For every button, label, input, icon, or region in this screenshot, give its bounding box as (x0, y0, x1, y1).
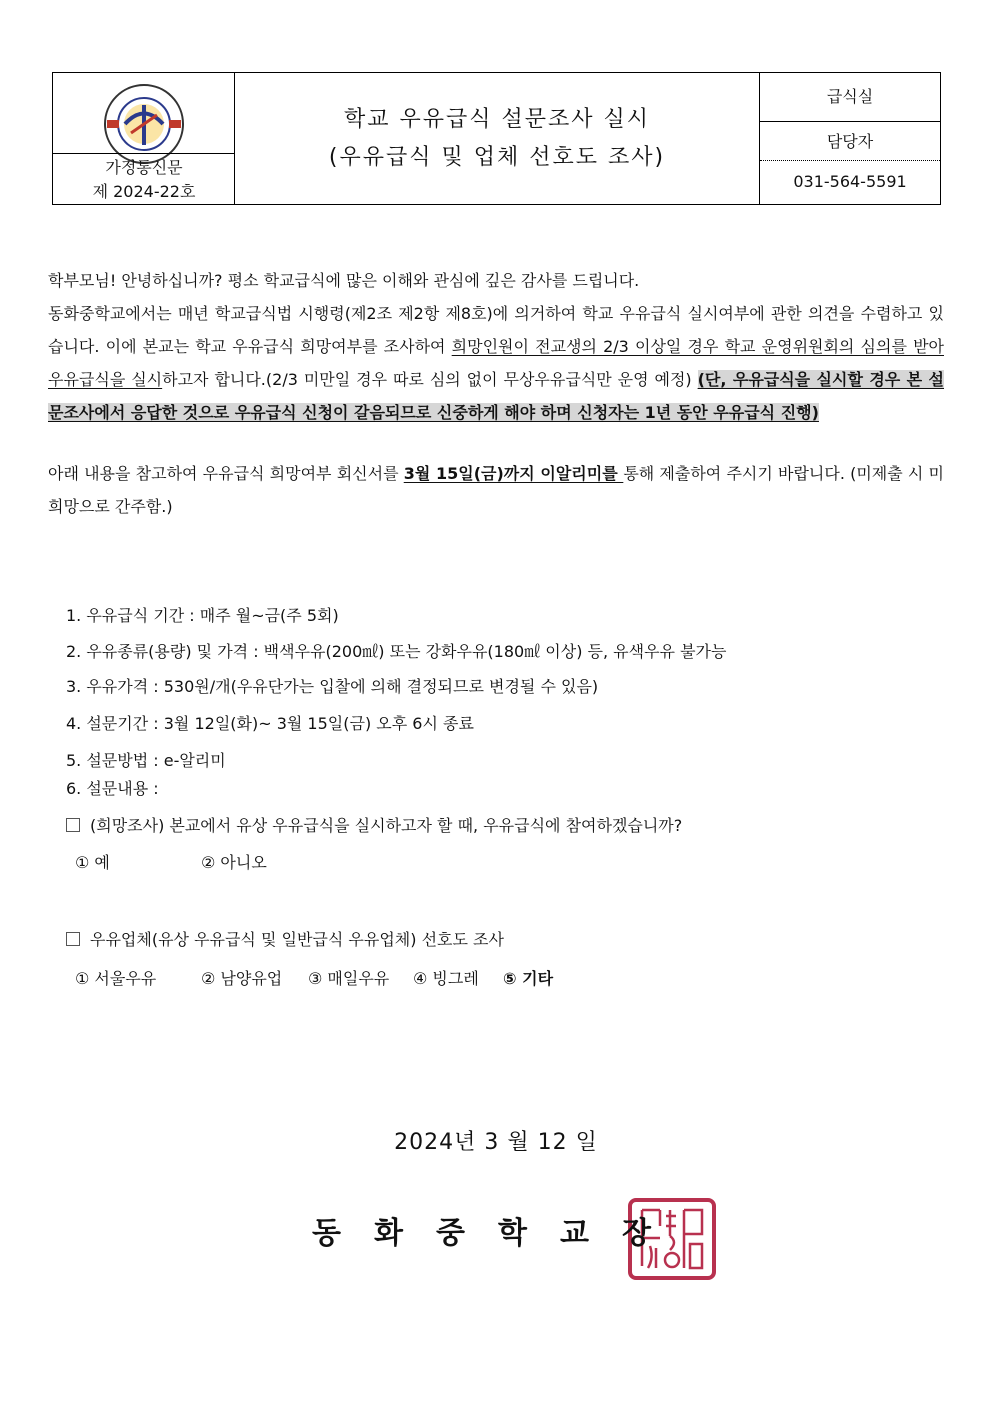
intro-paragraph (48, 264, 944, 429)
submit-deadline: 3월 15일(금)까지 이알리미를 (403, 464, 624, 483)
intro-tail: 하고자 합니다.(2/3 미만일 경우 따로 심의 없이 무상우유급식만 운영 예정) (162, 370, 698, 389)
intro-highlight-notice: (단, 우유급식을 실시할 경우 본 설문조사에서 응답한 것으로 우유급식 신청이 갈음되므로 신중하게 해야 하며 신청자는 1년 동안 우유급식 진행) (48, 370, 945, 422)
list-item: 3. 우유가격 : 530원/개(우유단가는 입찰에 의해 결정되므로 변경될 수 있음) (66, 677, 599, 696)
list-item: 1. 우유급식 기간 : 매주 월~금(주 5회) (66, 606, 339, 625)
school-name-char: 학 (498, 1216, 527, 1251)
survey-question-1 (66, 813, 682, 836)
survey-question-1-text: (희망조사) 본교에서 유상 우유급식을 실시하고자 할 때, 우유급식에 참여하겠습니까? (90, 816, 683, 835)
survey-question-2-text: 우유업체(유상 우유급식 및 일반급식 우유업체) 선호도 조사 (90, 930, 504, 949)
school-name-char: 중 (436, 1216, 465, 1251)
q2-option-1: ① 서울우유 (75, 969, 157, 988)
school-name-char: 교 (560, 1216, 589, 1251)
issue-number: 제 2024-22호 (92, 182, 196, 201)
submit-post: 통해 제출하여 주시기 바랍니다. (미제출 시 미희망으로 간주함.) (48, 464, 944, 516)
title-line-1: 학교 우유급식 설문조사 실시 (343, 106, 650, 132)
phone-number: 031-564-5591 (793, 172, 907, 191)
survey-question-2 (66, 927, 504, 950)
q2-option-4: ④ 빙그레 (413, 969, 479, 988)
header-logo-cell (53, 73, 235, 204)
school-name-char: 동 (312, 1216, 341, 1251)
intro-body (48, 297, 944, 429)
list-item: 4. 설문기간 : 3월 12일(화)~ 3월 15일(금) 오후 6시 종료 (66, 714, 474, 733)
checkbox-icon (66, 818, 80, 832)
department-label: 급식실 (760, 73, 940, 122)
issue-date: 2024년 3 월 12 일 (394, 1130, 598, 1155)
header-table (52, 72, 941, 205)
q1-option-no: ② 아니오 (201, 853, 267, 872)
submit-paragraph (48, 457, 944, 523)
q2-option-2: ② 남양유업 (201, 969, 283, 988)
principal-char: 장 (622, 1216, 651, 1251)
q1-option-yes: ① 예 (75, 853, 110, 872)
header-contact-cell (760, 73, 940, 204)
q2-option-3: ③ 매일우유 (308, 969, 390, 988)
intro-sentence: 동화중학교에서는 매년 학교급식법 시행령(제2조 제2항 제8호)에 의거하여 학교 우유급식 실시여부에 관한 의견을 수렴하고 있습니다. 이에 본교는 학교 우유급식 희망여부를 조사하여 (48, 304, 944, 356)
newsletter-label: 가정통신문 (53, 153, 235, 180)
list-item: 2. 우유종류(용량) 및 가격 : 백색우유(200㎖) 또는 강화우유(180㎖ 이상) 등, 유색우유 불가능 (66, 642, 727, 661)
greeting-line: 학부모님! 안녕하십니까? 평소 학교급식에 많은 이해와 관심에 깊은 감사를 드립니다. (48, 271, 640, 290)
list-item: 5. 설문방법 : e-알리미 (66, 751, 226, 770)
list-item: 6. 설문내용 : (66, 779, 159, 798)
checkbox-icon (66, 932, 80, 946)
contact-label: 담당자 (760, 121, 940, 161)
intro-underlined: 희망인원이 전교생의 2/3 이상일 경우 학교 운영위원회의 심의를 받아 우유급식을 실시 (48, 337, 944, 389)
school-name-char: 화 (374, 1216, 403, 1251)
header-title-cell (235, 73, 760, 204)
title-line-2: (우유급식 및 업체 선호도 조사) (328, 144, 666, 170)
submit-pre: 아래 내용을 참고하여 우유급식 희망여부 회신서를 (48, 464, 404, 483)
q2-option-5: ⑤ 기타 (503, 969, 554, 988)
school-name (312, 1208, 684, 1252)
